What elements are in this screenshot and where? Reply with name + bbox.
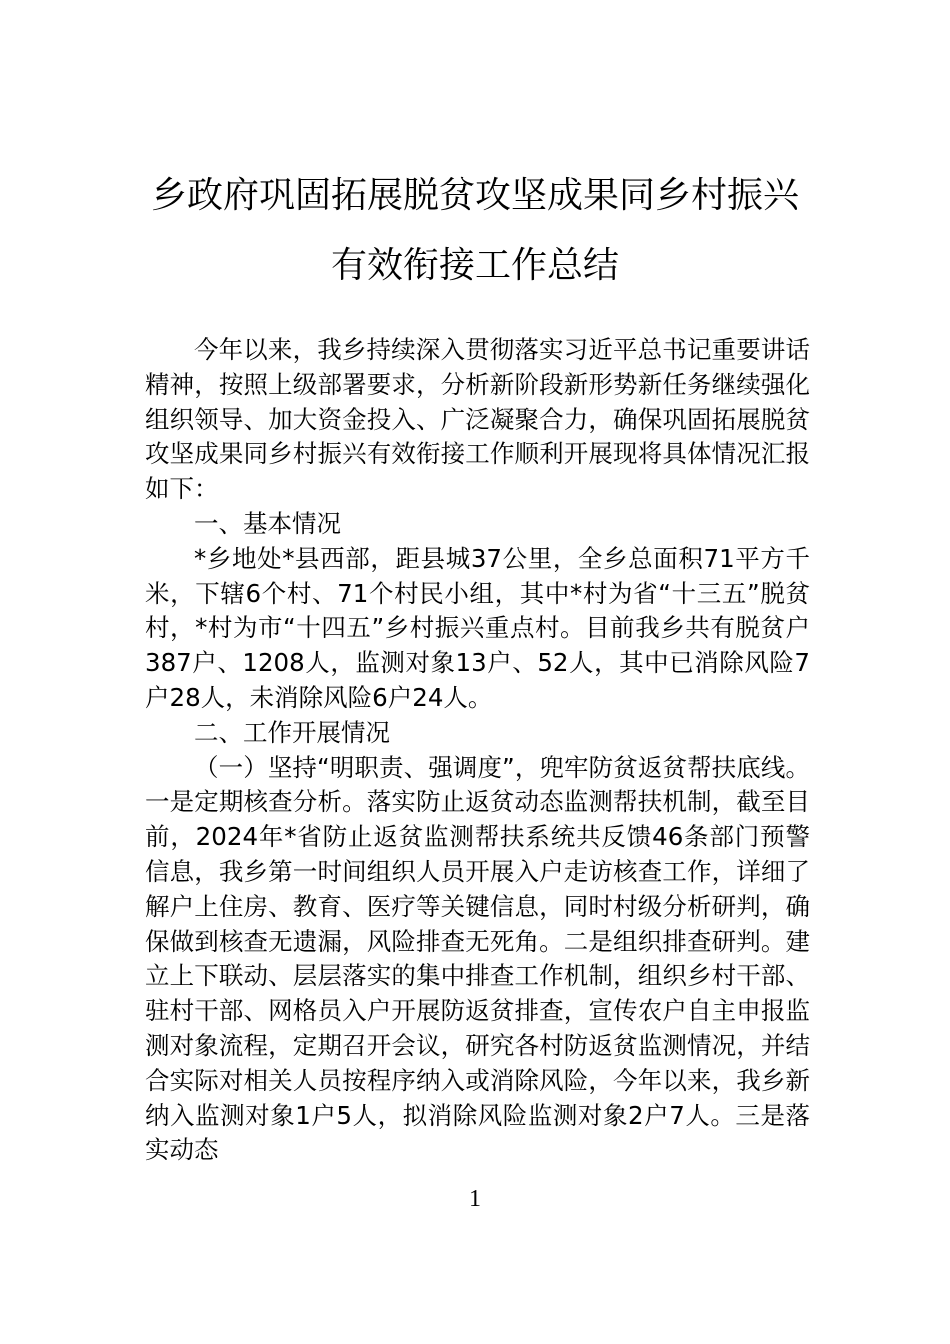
basic-info-paragraph: *乡地处*县西部，距县城37公里，全乡总面积71平方千米，下辖6个村、71个村民小组，其中*村为省“十三五”脱贫村，*村为市“十四五”乡村振兴重点村。目前我乡共有脱贫户387户、1208人，监测对象13户、52人，其中已消除风险7户28人，未消除风险6户24人。 [145, 543, 810, 712]
work-paragraph: （一）坚持“明职责、强调度”，兜牢防贫返贫帮扶底线。一是定期核查分析。落实防止返贫动态监测帮扶机制，截至目前，2024年*省防止返贫监测帮扶系统共反馈46条部门预警信息，我乡第一时间组织人员开展入户走访核查工作，详细了解户上住房、教育、医疗等关键信息，同时村级分析研判，确保做到核查无遗漏，风险排查无死角。二是组织排查研判。建立上下联动、层层落实的集中排查工作机制，组织乡村干部、驻村干部、网格员入户开展防返贫排查，宣传农户自主申报监测对象流程，定期召开会议，研究各村防返贫监测情况，并结合实际对相关人员按程序纳入或消除风险，今年以来，我乡新纳入监测对象1户5人，拟消除风险监测对象2户7人。三是落实动态 [145, 752, 810, 1165]
page-number: 1 [469, 1186, 481, 1212]
section-heading-basic: 一、基本情况 [194, 508, 341, 538]
document-title-line-2: 有效衔接工作总结 [330, 245, 619, 286]
document-title-line-1: 乡政府巩固拓展脱贫攻坚成果同乡村振兴 [150, 175, 799, 216]
section-heading-work: 二、工作开展情况 [194, 717, 390, 747]
document-body [145, 333, 810, 1168]
intro-paragraph: 今年以来，我乡持续深入贯彻落实习近平总书记重要讲话精神，按照上级部署要求，分析新阶段新形势新任务继续强化组织领导、加大资金投入、广泛凝聚合力，确保巩固拓展脱贫攻坚成果同乡村振兴有效衔接工作顺利开展现将具体情况汇报如下： [145, 335, 810, 504]
